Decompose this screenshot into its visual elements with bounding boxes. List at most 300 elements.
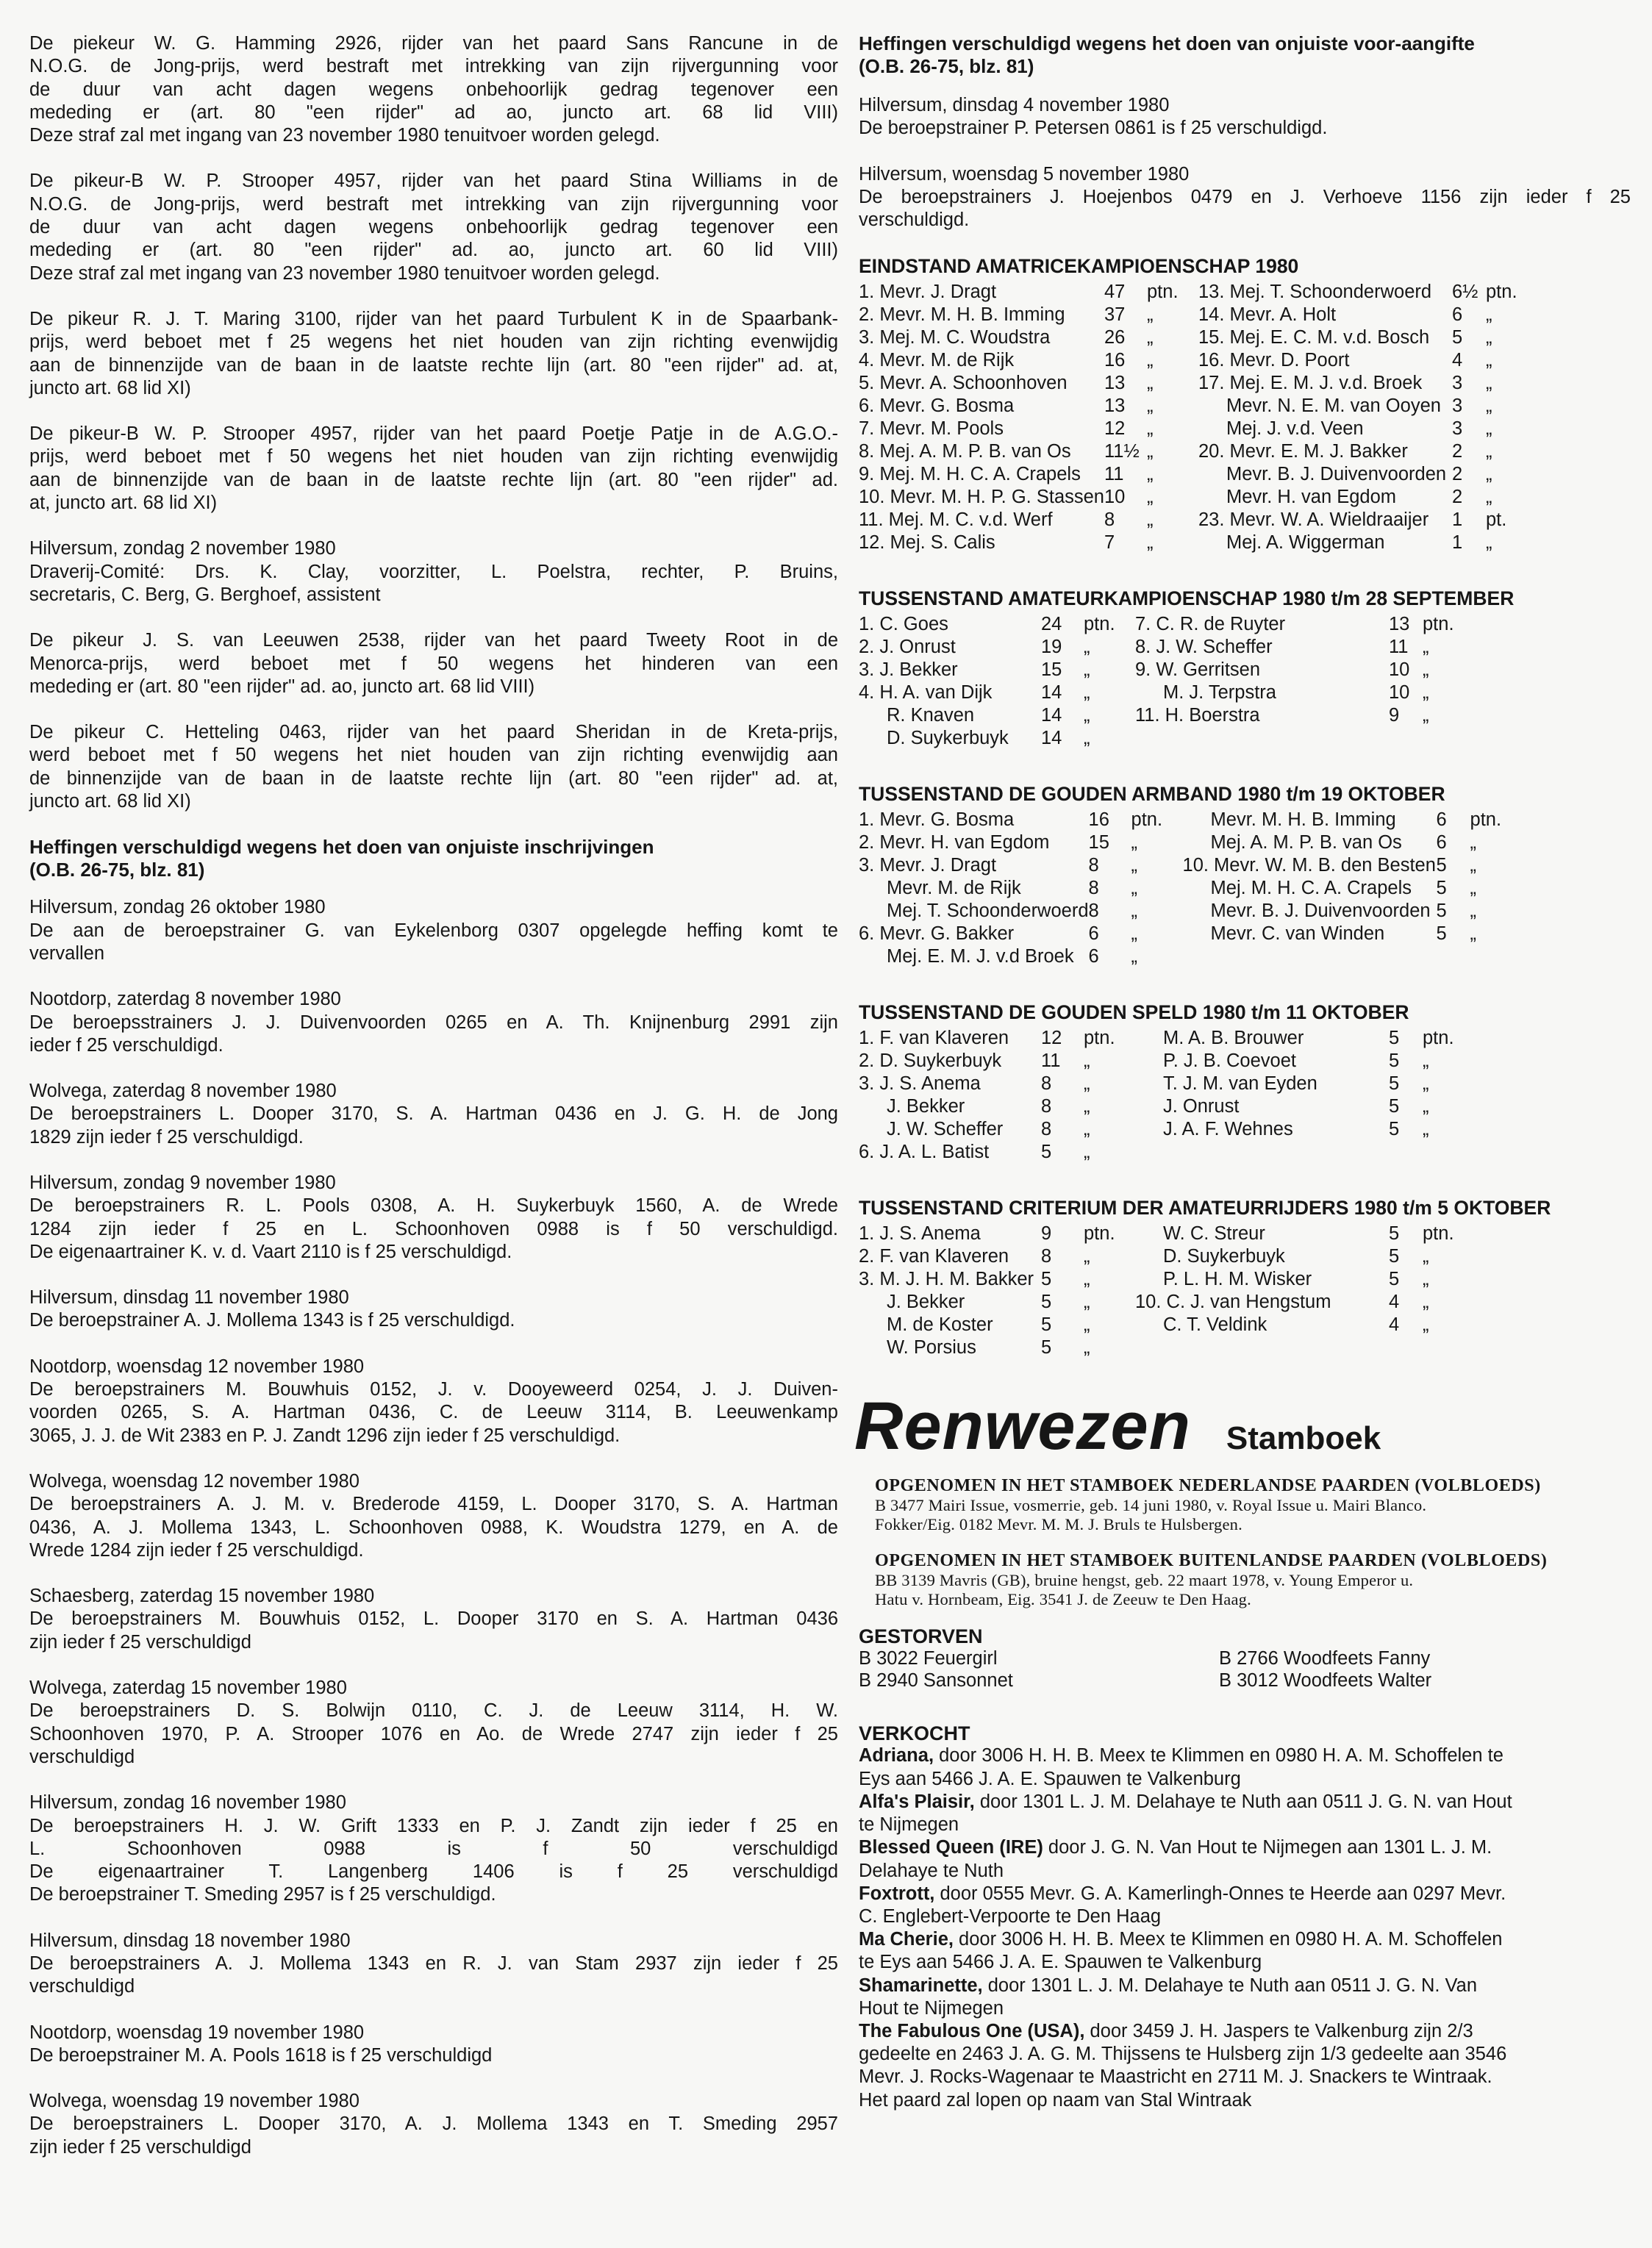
standing-cell: 2. Mevr. H. van Egdom xyxy=(859,832,1050,853)
standing-cell: Mej. T. Schoonderwoerd xyxy=(887,901,1089,922)
standing-cell: 5 xyxy=(1389,1246,1400,1267)
levy-notice: Wolvega, woensdag 19 november 1980 De beroepstrainers L. Dooper 3170, A. J. Mollema 1343 en T. Smeding 2957 zijn ieder f 25 verschuldigd xyxy=(29,2091,838,2158)
standing-cell: 4. Mevr. M. de Rijk xyxy=(859,350,1015,371)
standing-cell: T. J. M. van Eyden xyxy=(1163,1073,1317,1095)
horse-name: Alfa's Plaisir, xyxy=(859,1791,975,1812)
standing-cell: 5 xyxy=(1436,923,1447,945)
sale-line xyxy=(859,1791,1631,1814)
standing-cell: „ xyxy=(1147,487,1154,508)
standing-cell: 11. Mej. M. C. v.d. Werf xyxy=(859,509,1053,531)
standing-cell: pt. xyxy=(1486,509,1507,531)
standing-block xyxy=(859,587,1631,750)
standing-cell: 17. Mej. E. M. J. v.d. Broek xyxy=(1198,373,1423,394)
standing-table xyxy=(859,1027,1467,1164)
standing-cell: 5 xyxy=(1389,1028,1400,1049)
standing-row xyxy=(859,636,1467,659)
standing-cell: Mevr. B. J. Duivenvoorden xyxy=(1210,901,1431,922)
standing-cell: 11 xyxy=(1041,1050,1061,1072)
standing-cell: 2 xyxy=(1452,487,1463,508)
sale-text: door 0555 Mevr. G. A. Kamerlingh-Onnes te Heerde aan 0297 Mevr. xyxy=(934,1883,1506,1904)
renwezen-title: Renwezen xyxy=(854,1389,1191,1464)
stamboek-entry xyxy=(875,1550,1631,1609)
standing-cell: 8. J. W. Scheffer xyxy=(1135,637,1273,658)
standing-row xyxy=(859,440,1530,463)
standing-cell: Mevr. B. J. Duivenvoorden xyxy=(1226,464,1447,485)
levy-notice: Nootdorp, woensdag 12 november 1980 De beroepstrainers M. Bouwhuis 0152, J. v. Dooyeweerd 0254, J. J. Duiven- voorden 0265, S. A. Hartman 0436, C. de Leeuw 3114, B. Leeuwenkamp 3065, J. J. de Wit 2383 en P. J. Zandt 1296 zijn ieder f 25 verschuldigd. xyxy=(29,1356,838,1446)
sale-line xyxy=(859,1975,1631,1997)
standing-cell: 5. Mevr. A. Schoonhoven xyxy=(859,373,1068,394)
sale-entry xyxy=(859,1744,1631,1790)
standing-cell: D. Suykerbuyk xyxy=(887,728,1009,749)
standing-cell: 9. Mej. M. H. C. A. Crapels xyxy=(859,464,1081,485)
standing-row xyxy=(859,1245,1467,1268)
standing-cell xyxy=(1389,1141,1423,1164)
standing-cell: Mevr. H. van Egdom xyxy=(1226,487,1397,508)
standing-cell: 2. Mevr. M. H. B. Imming xyxy=(859,304,1065,326)
standing-cell: ptn. xyxy=(1423,1223,1454,1245)
standing-cell xyxy=(1423,1336,1467,1359)
stamboek-entries xyxy=(859,1475,1631,1609)
penalty-notice: De pikeur J. S. van Leeuwen 2538, rijder van het paard Tweety Root in de Menorca-prijs, werd beboet met f 50 wegens het hinderen van een mededing er (art. 80 "een rijder" ad. ao, juncto art. 68 lid VIII) xyxy=(29,630,838,697)
standing-row xyxy=(859,486,1530,509)
standing-cell: 5 xyxy=(1041,1292,1052,1313)
standing-cell: 12 xyxy=(1041,1028,1062,1049)
standing-cell: 6 xyxy=(1452,304,1463,326)
standing-cell: „ xyxy=(1131,946,1138,967)
standing-cell: „ xyxy=(1084,705,1090,726)
standing-cell: 14. Mevr. A. Holt xyxy=(1198,304,1337,326)
standing-cell: „ xyxy=(1084,1119,1090,1140)
standing-cell: ptn. xyxy=(1084,1223,1115,1245)
standing-table xyxy=(859,613,1467,750)
standing-cell: „ xyxy=(1147,418,1154,440)
levy-notice: Wolvega, woensdag 12 november 1980 De beroepstrainers A. J. M. v. Brederode 4159, L. Dooper 3170, S. A. Hartman 0436, A. J. Mollema 1343, L. Schoonhoven 0988, K. Woudstra 1279, en A. de Wrede 1284 zijn ieder f 25 verschuldigd. xyxy=(29,1470,838,1561)
standing-cell: 5 xyxy=(1041,1314,1052,1336)
standing-cell: 15 xyxy=(1088,832,1109,853)
penalty-notices xyxy=(29,32,838,813)
standing-cell xyxy=(1423,1141,1467,1164)
standing-cell: ptn. xyxy=(1423,1028,1454,1049)
standing-cell: „ xyxy=(1084,1269,1090,1290)
standing-row xyxy=(859,704,1467,727)
standing-row xyxy=(859,659,1467,681)
standing-cell: Mevr. M. de Rijk xyxy=(887,878,1021,899)
standing-cell: „ xyxy=(1470,855,1477,876)
standing-cell: J. Bekker xyxy=(887,1096,965,1117)
standing-cell: 6½ xyxy=(1452,282,1478,303)
sale-text: door 1301 L. J. M. Delahaye te Nuth aan 0511 J. G. N. van Hout xyxy=(974,1791,1512,1812)
standing-row xyxy=(859,681,1467,704)
standing-cell: „ xyxy=(1470,832,1477,853)
standing-row xyxy=(859,372,1530,395)
sale-line xyxy=(859,1883,1631,1905)
standing-cell xyxy=(1389,1336,1423,1359)
sale-entry xyxy=(859,1883,1631,1928)
standing-cell: „ xyxy=(1423,1050,1429,1072)
standing-cell: 3 xyxy=(1452,395,1463,417)
levy-heading: Heffingen verschuldigd wegens het doen van onjuiste inschrijvingen (O.B. 26-75, blz. 81) xyxy=(29,836,654,881)
sale-entry xyxy=(859,1836,1631,1882)
penalty-notice: De piekeur W. G. Hamming 2926, rijder van het paard Sans Rancune in de N.O.G. de Jong-prijs, werd bestraft met intrekking van zijn rijvergunning voor de duur van acht dagen wegens onbehoorlijk gedrag tegenover een mededing er (art. 80 "een rijder" ad ao, juncto art. 68 lid VIII) Deze straf zal met ingang van 23 november 1980 tenuitvoer worden gelegd. xyxy=(29,33,838,146)
standing-cell: M. J. Terpstra xyxy=(1163,682,1276,704)
standing-cell: 11. H. Boerstra xyxy=(1135,705,1260,726)
sale-line xyxy=(859,1768,1631,1791)
horse-name: Foxtrott, xyxy=(859,1883,935,1904)
standing-row xyxy=(859,831,1515,854)
standing-row xyxy=(859,613,1467,636)
standing-cell: 20. Mevr. E. M. J. Bakker xyxy=(1198,441,1408,462)
standing-cell: „ xyxy=(1131,923,1138,945)
sale-text: door 1301 L. J. M. Delahaye te Nuth aan 0511 J. G. N. Van xyxy=(982,1975,1478,1996)
standing-cell xyxy=(1135,1336,1389,1359)
levy-notices xyxy=(29,896,838,2159)
standing-cell: M. A. B. Brouwer xyxy=(1163,1028,1304,1049)
standing-cell: 13 xyxy=(1104,395,1126,417)
standing-cell: ptn. xyxy=(1131,809,1163,831)
standing-cell: 6 xyxy=(1436,809,1447,831)
levy-notice: Schaesberg, zaterdag 15 november 1980 De beroepstrainers M. Bouwhuis 0152, L. Dooper 3170 en S. A. Hartman 0436 zijn ieder f 25 verschuldigd xyxy=(29,1586,838,1653)
levy-notice: Hilversum, dinsdag 18 november 1980 De beroepstrainers A. J. Mollema 1343 en R. J. van Stam 2937 zijn ieder f 25 verschuldigd xyxy=(29,1930,838,1997)
sale-line xyxy=(859,2043,1631,2066)
standing-cell xyxy=(1423,727,1467,750)
standing-row xyxy=(859,304,1530,326)
stamboek-entry xyxy=(875,1475,1631,1534)
sale-line xyxy=(859,1836,1631,1859)
renwezen-header xyxy=(854,1389,1631,1464)
standing-cell: „ xyxy=(1084,682,1090,704)
standing-cell: D. Suykerbuyk xyxy=(1163,1246,1285,1267)
standing-cell: „ xyxy=(1423,1314,1429,1336)
penalty-notice: De pikeur C. Hetteling 0463, rijder van het paard Sheridan in de Kreta-prijs, werd beboet met f 50 wegens het niet houden van zijn richting evenwijdig aan de binnenzijde van de baan in de laatste rechte lijn (art. 80 "een rijder" ad. at, juncto art. 68 lid XI) xyxy=(29,722,838,812)
standing-cell: 1. Mevr. J. Dragt xyxy=(859,282,997,303)
standing-cell: 8 xyxy=(1088,878,1099,899)
standing-cell: 23. Mevr. W. A. Wieldraaijer xyxy=(1198,509,1429,531)
standing-cell: Mevr. N. E. M. van Ooyen xyxy=(1226,395,1441,417)
levy-notice: Hilversum, zondag 9 november 1980 De beroepstrainers R. L. Pools 0308, A. H. Suykerbuyk 1560, A. de Wrede 1284 zijn ieder f 25 en L. Schoonhoven 0988 is f 50 verschuldigd. De eigenaartrainer K. v. d. Vaart 2110 is f 25 verschuldigd. xyxy=(29,1172,838,1262)
gestorven-item: B 2766 Woodfeets Fanny xyxy=(1219,1648,1431,1669)
sale-line xyxy=(859,2020,1631,2043)
standing-row xyxy=(859,945,1515,968)
standing-cell: Mej. A. Wiggerman xyxy=(1226,532,1385,554)
standing-row xyxy=(859,1268,1467,1291)
standing-cell: 12. Mej. S. Calis xyxy=(859,532,995,554)
stamboek-line: Hatu v. Hornbeam, Eig. 3541 J. de Zeeuw te Den Haag. xyxy=(875,1590,1251,1609)
standing-cell: 6 xyxy=(1088,923,1099,945)
standing-cell: 15 xyxy=(1041,659,1062,681)
sale-entry xyxy=(859,1791,1631,1836)
standing-cell: J. A. F. Wehnes xyxy=(1163,1119,1293,1140)
standing-cell: 14 xyxy=(1041,728,1062,749)
standing-cell xyxy=(1135,1141,1389,1164)
standing-cell: „ xyxy=(1084,659,1090,681)
stamboek-heading: OPGENOMEN IN HET STAMBOEK NEDERLANDSE PAARDEN (VOLBLOEDS) xyxy=(875,1476,1541,1496)
standing-cell: 13 xyxy=(1389,614,1410,635)
sale-text: C. Englebert-Verpoorte te Den Haag xyxy=(859,1905,1162,1927)
standing-cell: „ xyxy=(1084,1314,1090,1336)
standing-cell: 1. C. Goes xyxy=(859,614,948,635)
standing-row xyxy=(859,395,1530,418)
pre-announcement-heading: Heffingen verschuldigd wegens het doen van onjuiste voor-aangifte (O.B. 26-75, blz. 81) xyxy=(859,32,1475,77)
verkocht-heading: VERKOCHT xyxy=(859,1722,970,1745)
standing-cell: 15. Mej. E. C. M. v.d. Bosch xyxy=(1198,327,1430,348)
standing-cell: „ xyxy=(1147,327,1154,348)
standing-cell: 2 xyxy=(1452,464,1463,485)
standing-row xyxy=(859,1314,1467,1336)
standing-cell: „ xyxy=(1423,1269,1429,1290)
standing-cell: 5 xyxy=(1436,901,1447,922)
pre-announcement-notice: Hilversum, woensdag 5 november 1980 De beroepstrainers J. Hoejenbos 0479 en J. Verhoeve 1156 zijn ieder f 25 verschuldigd. xyxy=(859,163,1631,231)
standing-block xyxy=(859,254,1631,554)
standing-cell: „ xyxy=(1470,878,1477,899)
sale-text: Mevr. J. Rocks-Wagenaar te Maastricht en 2711 M. J. Snackers te Wintraak. xyxy=(859,2066,1492,2088)
standing-cell: „ xyxy=(1423,1119,1429,1140)
standing-cell: „ xyxy=(1131,901,1138,922)
standing-row xyxy=(859,463,1530,486)
left-column xyxy=(29,32,838,2182)
standing-block xyxy=(859,1000,1631,1164)
standing-row xyxy=(859,509,1530,531)
standing-row xyxy=(859,1291,1467,1314)
sale-line xyxy=(859,1951,1631,1974)
standing-cell: 5 xyxy=(1389,1073,1400,1095)
standing-cell: „ xyxy=(1147,395,1154,417)
standing-row xyxy=(859,418,1530,440)
standing-cell: 14 xyxy=(1041,705,1062,726)
gestorven-item: B 3022 Feuergirl xyxy=(859,1648,998,1669)
standing-row xyxy=(859,1336,1467,1359)
standing-cell: 6. J. A. L. Batist xyxy=(859,1142,990,1163)
standing-row xyxy=(859,1027,1467,1050)
standing-cell: „ xyxy=(1486,327,1492,348)
sale-line xyxy=(859,1860,1631,1883)
sale-text: door J. G. N. Van Hout te Nijmegen aan 1301 L. J. M. xyxy=(1043,1837,1492,1858)
standing-cell: „ xyxy=(1147,304,1154,326)
standing-table xyxy=(859,809,1515,968)
standing-cell: ptn. xyxy=(1470,809,1502,831)
standing-cell: 2 xyxy=(1452,441,1463,462)
stamboek-heading: OPGENOMEN IN HET STAMBOEK BUITENLANDSE PAARDEN (VOLBLOEDS) xyxy=(875,1551,1548,1571)
standing-cell: R. Knaven xyxy=(887,705,975,726)
standing-cell: C. T. Veldink xyxy=(1163,1314,1267,1336)
sale-line xyxy=(859,1997,1631,2020)
standing-cell: 14 xyxy=(1041,682,1062,704)
standing-cell: „ xyxy=(1147,532,1154,554)
standing-cell: 7. C. R. de Ruyter xyxy=(1135,614,1286,635)
standing-cell: 7. Mevr. M. Pools xyxy=(859,418,1004,440)
standing-cell: 5 xyxy=(1389,1223,1400,1245)
standing-row xyxy=(859,1118,1467,1141)
sale-text: Eys aan 5466 J. A. E. Spauwen te Valkenburg xyxy=(859,1768,1241,1789)
standing-cell: 5 xyxy=(1389,1269,1400,1290)
standing-cell: 1. J. S. Anema xyxy=(859,1223,981,1245)
sale-text: door 3006 H. H. B. Meex te Klimmen en 0980 H. A. M. Schoffelen xyxy=(953,1929,1503,1950)
pre-announcement-notice: Hilversum, dinsdag 4 november 1980 De beroepstrainer P. Petersen 0861 is f 25 verschuldigd. xyxy=(859,95,1328,139)
standing-cell: 11 xyxy=(1389,637,1409,658)
standing-cell xyxy=(1389,727,1423,750)
standing-cell: 8 xyxy=(1041,1246,1052,1267)
standing-cell: „ xyxy=(1423,1292,1429,1313)
right-column xyxy=(854,32,1631,2112)
standing-cell: „ xyxy=(1147,373,1154,394)
levy-notice: Wolvega, zaterdag 15 november 1980 De beroepstrainers D. S. Bolwijn 0110, C. J. de Leeuw 3114, H. W. Schoonhoven 1970, P. A. Strooper 1076 en Ao. de Wrede 2747 zijn ieder f 25 verschuldigd xyxy=(29,1678,838,1767)
levy-notice: Hilversum, dinsdag 11 november 1980 De beroepstrainer A. J. Mollema 1343 is f 25 verschuldigd. xyxy=(29,1287,515,1331)
standing-cell: „ xyxy=(1423,637,1429,658)
standings-tables xyxy=(859,254,1631,1359)
levy-notice: Nootdorp, woensdag 19 november 1980 De beroepstrainer M. A. Pools 1618 is f 25 verschuldigd xyxy=(29,2022,493,2066)
standing-cell xyxy=(1437,945,1470,968)
penalty-notice: De pikeur-B W. P. Strooper 4957, rijder van het paard Stina Williams in de N.O.G. de Jong-prijs, werd bestraft met intrekking van zijn rijvergunning voor de duur van acht dagen wegens onbehoorlijk gedrag tegenover een mededing er (art. 80 "een rijder" ad. ao, juncto art. 60 lid VIII) Deze straf zal met ingang van 23 november 1980 tenuitvoer worden gelegd. xyxy=(29,171,838,284)
standing-cell: 10. Mevr. M. H. P. G. Stassen xyxy=(859,487,1104,508)
standing-cell: 24 xyxy=(1041,614,1062,635)
standing-cell: „ xyxy=(1147,441,1154,462)
sale-text: te Eys aan 5466 J. A. E. Spauwen te Valkenburg xyxy=(859,1952,1262,1973)
standing-row xyxy=(859,1223,1467,1245)
horse-name: Ma Cherie, xyxy=(859,1929,954,1950)
standing-cell: „ xyxy=(1147,350,1154,371)
standing-cell: 1. Mevr. G. Bosma xyxy=(859,809,1015,831)
standing-row xyxy=(859,326,1530,349)
standing-cell: „ xyxy=(1423,659,1429,681)
standing-cell: M. de Koster xyxy=(887,1314,993,1336)
standing-cell: ptn. xyxy=(1084,614,1115,635)
sale-entry xyxy=(859,1975,1631,2020)
standing-cell: „ xyxy=(1131,855,1138,876)
gestorven-list xyxy=(859,1647,1631,1692)
standing-cell: „ xyxy=(1084,1050,1090,1072)
standing-cell: 3. Mevr. J. Dragt xyxy=(859,855,997,876)
standing-cell: „ xyxy=(1486,464,1492,485)
standing-table xyxy=(859,281,1530,554)
standing-cell: Mej. E. M. J. v.d Broek xyxy=(887,946,1074,967)
levy-notice: Nootdorp, zaterdag 8 november 1980 De beroepsstrainers J. J. Duivenvoorden 0265 en A. Th. Knijnenburg 2991 zijn ieder f 25 verschuldigd. xyxy=(29,989,838,1056)
standing-cell: P. L. H. M. Wisker xyxy=(1163,1269,1312,1290)
standing-cell: 13. Mej. T. Schoonderwoerd xyxy=(1198,282,1432,303)
stamboek-line: BB 3139 Mavris (GB), bruine hengst, geb. 22 maart 1978, v. Young Emperor u. xyxy=(875,1571,1414,1590)
pre-announcement-notices xyxy=(859,94,1631,232)
standing-cell: 8 xyxy=(1088,855,1099,876)
standing-cell: „ xyxy=(1084,1073,1090,1095)
standing-cell: 3. J. Bekker xyxy=(859,659,958,681)
sale-entry xyxy=(859,1928,1631,1974)
standing-row xyxy=(859,1073,1467,1095)
horse-name: Blessed Queen (IRE) xyxy=(859,1837,1043,1858)
sale-text: Hout te Nijmegen xyxy=(859,1997,1004,2019)
standing-cell: „ xyxy=(1131,832,1138,853)
standing-cell: „ xyxy=(1486,304,1492,326)
standing-cell: 9 xyxy=(1041,1223,1052,1245)
standing-cell: „ xyxy=(1147,464,1154,485)
standing-cell: „ xyxy=(1486,487,1492,508)
standing-cell: 5 xyxy=(1436,855,1447,876)
standing-cell: 1 xyxy=(1452,509,1463,531)
standing-cell: 10. C. J. van Hengstum xyxy=(1135,1292,1331,1313)
standing-cell: 16 xyxy=(1104,350,1126,371)
standing-title: TUSSENSTAND CRITERIUM DER AMATEURRIJDERS 1980 t/m 5 OKTOBER xyxy=(859,1197,1551,1220)
gestorven-heading: GESTORVEN xyxy=(859,1625,983,1648)
standing-table xyxy=(859,1223,1467,1359)
standing-cell: 8 xyxy=(1041,1073,1052,1095)
standing-cell: 5 xyxy=(1389,1050,1400,1072)
standing-cell: 6 xyxy=(1436,832,1447,853)
standing-cell: „ xyxy=(1423,1073,1429,1095)
levy-notice: Hilversum, zondag 16 november 1980 De beroepstrainers H. J. W. Grift 1333 en P. J. Zandt zijn ieder f 25 en L. Schoonhoven 0988 is f 50 verschuldigd De eigenaartrainer T. Langenberg 1406 is f 25 verschuldigd De beroepstrainer T. Smeding 2957 is f 25 verschuldigd. xyxy=(29,1792,838,1905)
standing-cell: 5 xyxy=(1389,1119,1400,1140)
standing-cell: Mevr. C. van Winden xyxy=(1210,923,1385,945)
standing-cell: 5 xyxy=(1452,327,1463,348)
standing-row xyxy=(859,1095,1467,1118)
standing-cell: Mevr. M. H. B. Imming xyxy=(1210,809,1396,831)
sale-text: Delahaye te Nuth xyxy=(859,1860,1004,1881)
horse-name: The Fabulous One (USA), xyxy=(859,2020,1085,2041)
standing-cell: Mej. J. v.d. Veen xyxy=(1226,418,1364,440)
standing-cell: „ xyxy=(1084,1142,1090,1163)
standing-cell: ptn. xyxy=(1423,614,1454,635)
standing-cell: „ xyxy=(1084,1337,1090,1359)
standing-row xyxy=(859,1141,1467,1164)
standing-cell: 26 xyxy=(1104,327,1126,348)
sale-line xyxy=(859,1928,1631,1951)
renwezen-subtitle: Stamboek xyxy=(1226,1420,1381,1457)
standing-cell: 4. H. A. van Dijk xyxy=(859,682,993,704)
standing-cell: „ xyxy=(1486,441,1492,462)
standing-cell: 3. Mej. M. C. Woudstra xyxy=(859,327,1051,348)
standing-cell: P. J. B. Coevoet xyxy=(1163,1050,1296,1072)
standing-title: EINDSTAND AMATRICEKAMPIOENSCHAP 1980 xyxy=(859,255,1299,278)
standing-block xyxy=(859,1196,1631,1359)
standing-cell: 8 xyxy=(1088,901,1099,922)
standing-cell: Mej. M. H. C. A. Crapels xyxy=(1210,878,1412,899)
standing-cell: 4 xyxy=(1389,1292,1400,1313)
standing-cell: „ xyxy=(1084,728,1090,749)
standing-cell: „ xyxy=(1486,532,1492,554)
standing-cell: „ xyxy=(1486,418,1492,440)
standing-title: TUSSENSTAND DE GOUDEN SPELD 1980 t/m 11 OKTOBER xyxy=(859,1001,1409,1024)
standing-cell xyxy=(1183,945,1437,968)
penalty-notice: De pikeur R. J. T. Maring 3100, rijder van het paard Turbulent K in de Spaarbank- prijs, werd beboet met f 25 wegens het niet houden van zijn richting evenwijdig aan de binnenzijde van de baan in de laatste rechte lijn (art. 80 "een rijder" ad. at, juncto art. 68 lid XI) xyxy=(29,308,838,398)
sale-line xyxy=(859,2066,1631,2088)
standing-cell: 16 xyxy=(1088,809,1109,831)
standing-cell: 4 xyxy=(1389,1314,1400,1336)
sale-line xyxy=(859,1905,1631,1928)
standing-cell: „ xyxy=(1470,901,1477,922)
standing-cell: 8 xyxy=(1041,1119,1052,1140)
standing-cell: ptn. xyxy=(1084,1028,1115,1049)
standing-cell: 9. W. Gerritsen xyxy=(1135,659,1261,681)
standing-cell: W. Porsius xyxy=(887,1337,976,1359)
standing-cell: „ xyxy=(1423,705,1429,726)
standing-cell: 7 xyxy=(1104,532,1115,554)
standing-cell: 8 xyxy=(1041,1096,1052,1117)
standing-row xyxy=(859,900,1515,923)
standing-cell xyxy=(1470,945,1515,968)
standing-cell: 10 xyxy=(1104,487,1126,508)
penalty-notice: De pikeur-B W. P. Strooper 4957, rijder van het paard Poetje Patje in de A.G.O.- prijs, werd beboet met f 50 wegens het niet houden van zijn richting evenwijdig aan de binnenzijde van de baan in de laatste rechte lijn (art. 80 "een rijder" ad. at, juncto art. 68 lid XI) xyxy=(29,423,838,514)
standing-cell: 5 xyxy=(1041,1269,1052,1290)
verkocht-list xyxy=(859,1744,1631,2111)
sale-line xyxy=(859,1814,1631,1836)
standing-cell xyxy=(1135,727,1389,750)
standing-cell: 6. Mevr. G. Bosma xyxy=(859,395,1015,417)
standing-cell: 13 xyxy=(1104,373,1126,394)
standing-cell: 3 xyxy=(1452,373,1463,394)
standing-row xyxy=(859,923,1515,945)
standing-cell: „ xyxy=(1084,1096,1090,1117)
sale-entry xyxy=(859,2020,1631,2112)
standing-row xyxy=(859,854,1515,877)
levy-notice: Hilversum, zondag 26 oktober 1980 De aan de beroepstrainer G. van Eykelenborg 0307 opgelegde heffing komt te vervallen xyxy=(29,897,838,964)
horse-name: Adriana, xyxy=(859,1745,934,1766)
standing-cell: 5 xyxy=(1041,1142,1052,1163)
